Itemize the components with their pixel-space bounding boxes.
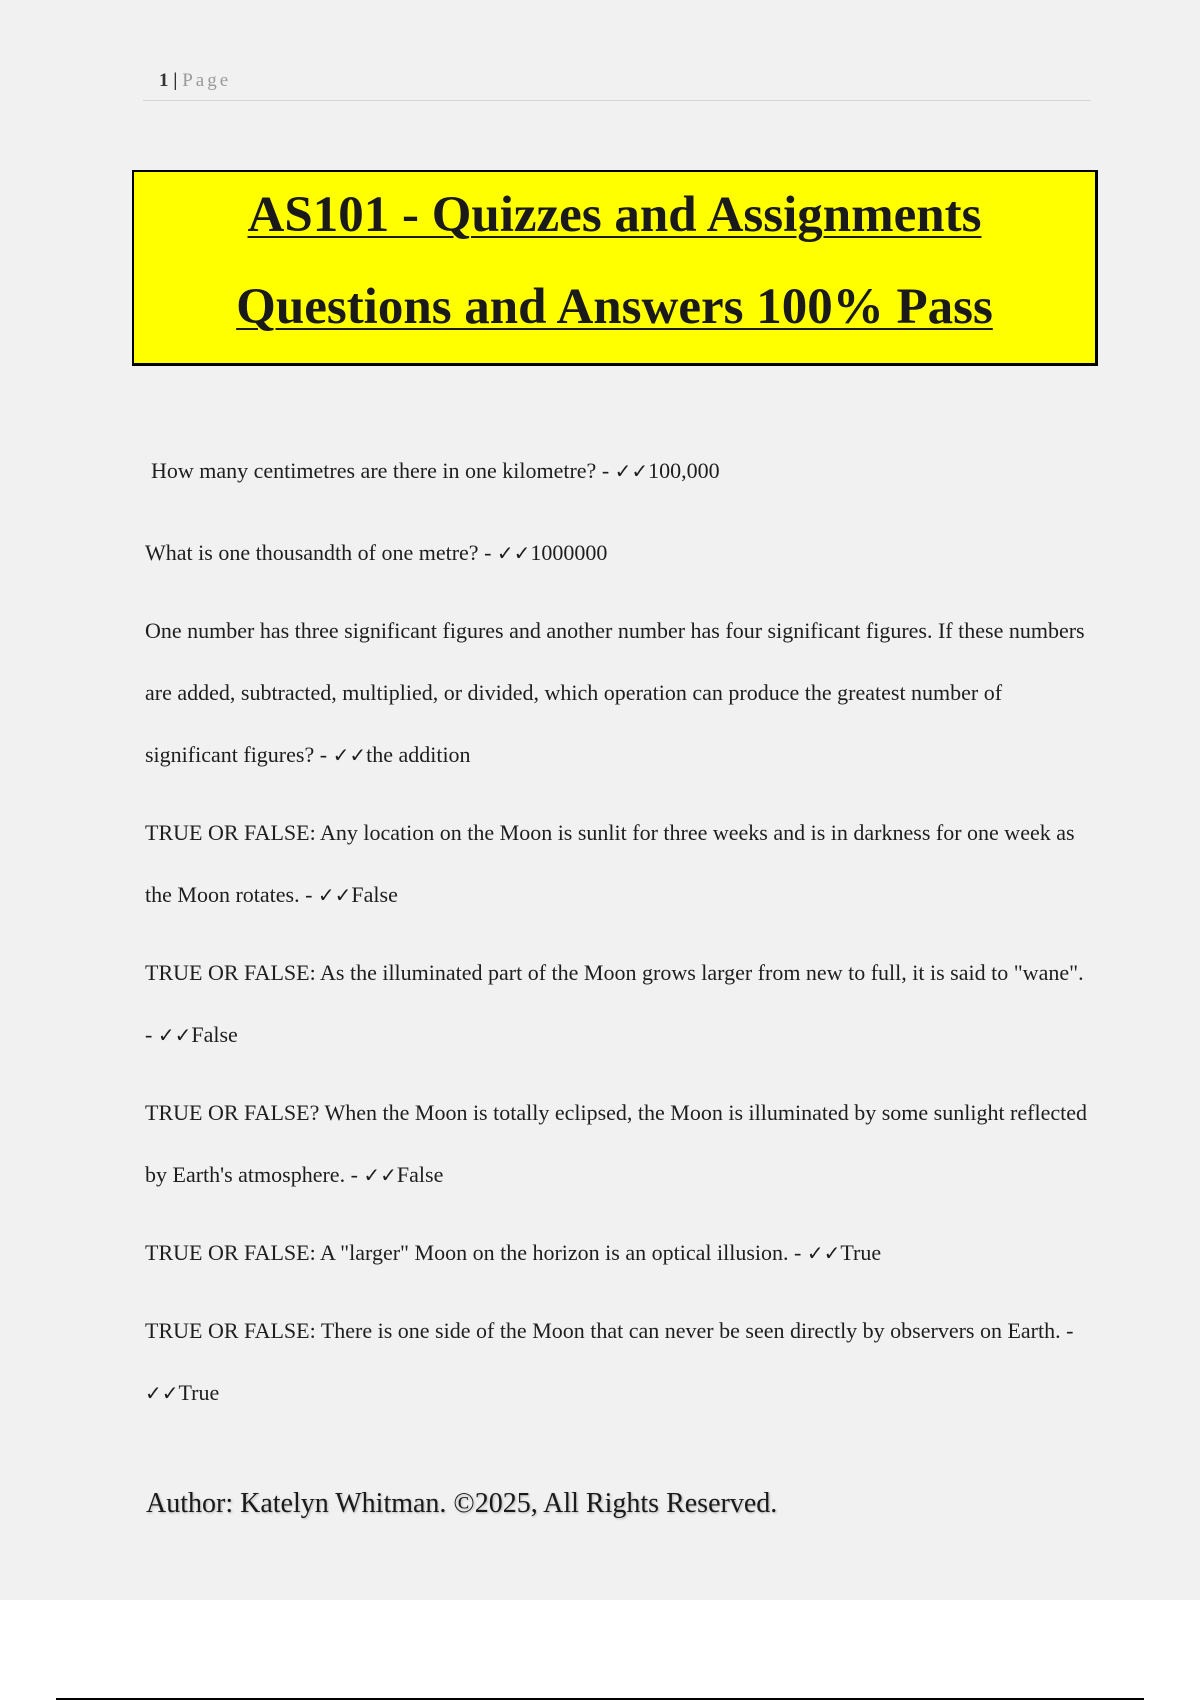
question-text: TRUE OR FALSE: A "larger" Moon on the horizon is an optical illusion. - — [145, 1240, 807, 1265]
answer-text: False — [191, 1022, 238, 1047]
answer-text: False — [396, 1162, 444, 1187]
question-text: What is one thousandth of one metre? - — [145, 540, 497, 565]
qa-item — [145, 1222, 1095, 1284]
page-label: Page — [182, 70, 232, 91]
title-line-2: Questions and Answers 100% Pass — [236, 279, 993, 335]
answer-text: True — [178, 1380, 220, 1405]
answer-text: False — [351, 882, 398, 907]
checkmark-icon: ✓✓ — [806, 1241, 841, 1265]
question-text: TRUE OR FALSE: Any location on the Moon is sunlit for three weeks and is in darkness for one week as the Moon rotates. - — [145, 820, 1075, 907]
checkmark-icon: ✓✓ — [332, 743, 367, 767]
question-text: TRUE OR FALSE: There is one side of the Moon that can never be seen directly by observers on Earth. - — [145, 1318, 1074, 1343]
checkmark-icon: ✓✓ — [157, 1023, 192, 1047]
checkmark-icon: ✓✓ — [614, 459, 649, 483]
checkmark-icon: ✓✓ — [145, 1381, 179, 1405]
page-number: 1 — [159, 70, 169, 91]
answer-text: the addition — [366, 742, 471, 767]
page-separator: | — [173, 70, 178, 91]
page-header — [143, 70, 1091, 101]
qa-item — [145, 942, 1095, 1066]
question-text: How many centimetres are there in one kilometre? - — [151, 458, 615, 483]
answer-text: True — [840, 1240, 882, 1265]
checkmark-icon: ✓✓ — [317, 883, 352, 907]
qa-list — [145, 440, 1095, 1440]
answer-text: 1000000 — [530, 540, 608, 565]
checkmark-icon: ✓✓ — [496, 541, 531, 565]
checkmark-icon: ✓✓ — [363, 1163, 397, 1187]
answer-text: 100,000 — [648, 458, 720, 483]
qa-item — [145, 600, 1095, 786]
qa-item — [145, 1300, 1095, 1424]
question-text: One number has three significant figures and another number has four significant figures. If these numbers are added, subtracted, multiplied, or divided, which operation can produce the greatest number of significant figures? - — [145, 618, 1085, 767]
qa-item — [145, 440, 1095, 502]
author-credit: Author: Katelyn Whitman. ©2025, All Rights Reserved. — [146, 1488, 778, 1519]
qa-item — [145, 522, 1095, 584]
title-line-1: AS101 - Quizzes and Assignments — [247, 187, 982, 243]
qa-item — [145, 1082, 1095, 1206]
title-box — [132, 170, 1098, 366]
question-text: TRUE OR FALSE? When the Moon is totally eclipsed, the Moon is illuminated by some sunlight reflected by Earth's atmosphere. - — [145, 1100, 1087, 1187]
question-text: TRUE OR FALSE: As the illuminated part of the Moon grows larger from new to full, it is said to "wane". - — [145, 960, 1084, 1047]
qa-item — [145, 802, 1095, 926]
